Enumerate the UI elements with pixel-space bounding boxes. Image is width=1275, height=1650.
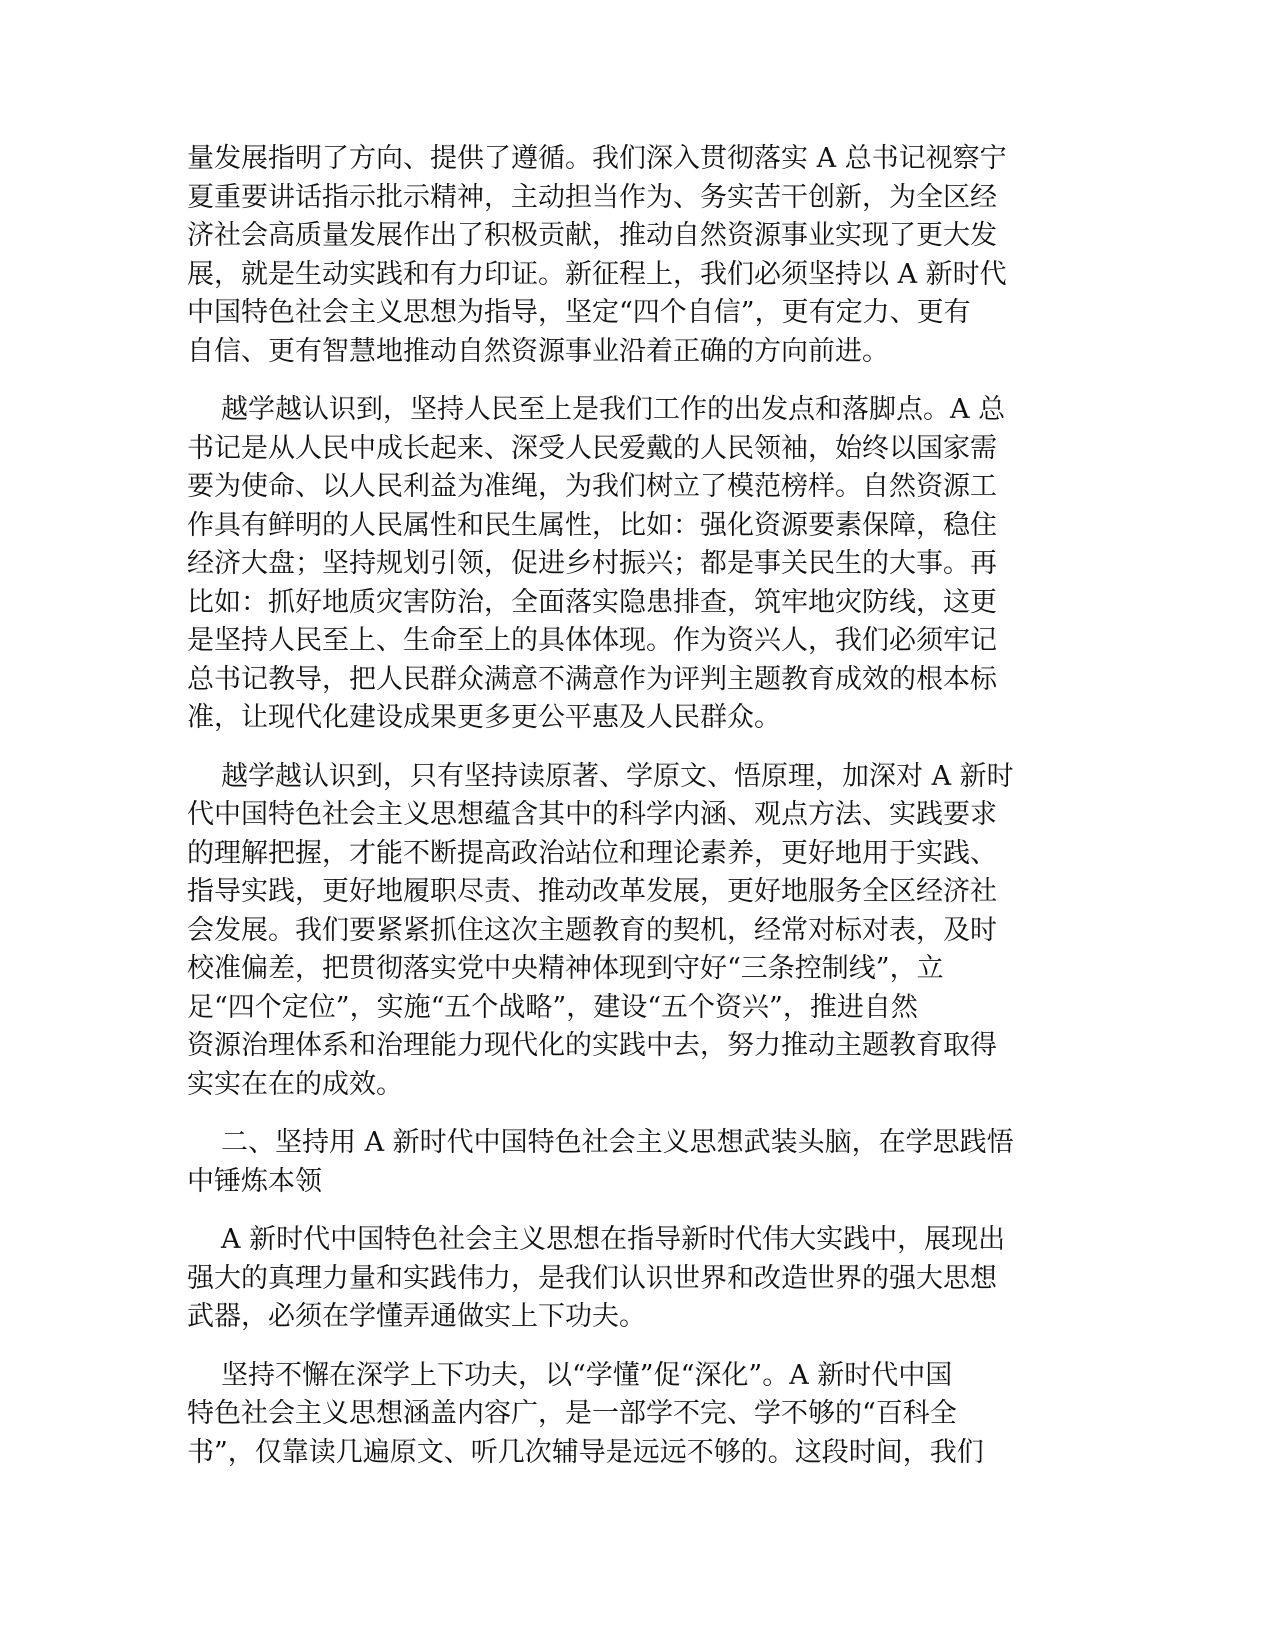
text-line: 坚持不懈在深学上下功夫，以“学懂”促“深化”。A 新时代中国 (221, 1359, 953, 1391)
text-line: 量发展指明了方向、提供了遵循。我们深入贯彻落实 A 总书记视察宁 (187, 143, 1007, 174)
text-line: 越学越认识到，只有坚持读原著、学原文、悟原理，加深对 A 新时 (221, 760, 1014, 792)
text-line: 作具有鲜明的人民属性和民生属性，比如：强化资源要素保障，稳住 (187, 509, 997, 541)
text-line: 夏重要讲话指示批示精神，主动担当作为、务实苦干创新，为全区经 (187, 181, 997, 213)
text-line: 指导实践，更好地履职尽责、推动改革发展，更好地服务全区经济社 (187, 876, 997, 907)
paragraph (187, 140, 1077, 371)
text-line: 经济大盘；坚持规划引领，促进乡村振兴；都是事关民生的大事。再 (187, 548, 997, 579)
text-line: A 新时代中国特色社会主义思想在指导新时代伟大实践中，展现出 (221, 1224, 1006, 1255)
text-line: 济社会高质量发展作出了积极贡献，推动自然资源事业实现了更大发 (187, 220, 997, 251)
paragraph (187, 391, 1077, 738)
text-line: 二、坚持用 A 新时代中国特色社会主义思想武装头脑，在学思践悟 (221, 1127, 1014, 1158)
paragraph (187, 1221, 1077, 1337)
document-body (187, 140, 1077, 1492)
text-line: 书”，仅靠读几遍原文、听几次辅导是远远不够的。这段时间，我们 (187, 1436, 984, 1468)
text-line: 的理解把握，才能不断提高政治站位和理论素养，更好地用于实践、 (187, 837, 997, 869)
text-line: 中国特色社会主义思想为指导，坚定“四个自信”，更有定力、更有 (187, 297, 971, 328)
text-line: 校准偏差，把贯彻落实党中央精神体现到守好“三条控制线”，立 (187, 953, 944, 984)
text-line: 要为使命、以人民利益为准绳，为我们树立了模范榜样。自然资源工 (187, 471, 997, 502)
text-line: 准，让现代化建设成果更多更公平惠及人民群众。 (187, 702, 781, 733)
text-line: 强大的真理力量和实践伟力，是我们认识世界和改造世界的强大思想 (187, 1262, 997, 1294)
text-line: 足“四个定位”，实施“五个战略”，建设“五个资兴”，推进自然 (187, 991, 918, 1023)
text-line: 代中国特色社会主义思想蕴含其中的科学内涵、观点方法、实践要求 (187, 799, 997, 830)
text-line: 自信、更有智慧地推动自然资源事业沿着正确的方向前进。 (187, 335, 889, 367)
text-line: 越学越认识到，坚持人民至上是我们工作的出发点和落脚点。A 总 (221, 394, 1006, 425)
text-line: 展，就是生动实践和有力印证。新征程上，我们必须坚持以 A 新时代 (187, 258, 1007, 290)
text-line: 实实在在的成效。 (187, 1068, 403, 1100)
text-line: 总书记教导，把人民群众满意不满意作为评判主题教育成效的根本标 (187, 663, 997, 695)
text-line: 是坚持人民至上、生命至上的具体体现。作为资兴人，我们必须牢记 (187, 625, 997, 656)
paragraph (187, 1124, 1077, 1201)
text-line: 资源治理体系和治理能力现代化的实践中去，努力推动主题教育取得 (187, 1030, 997, 1061)
paragraph (187, 758, 1077, 1105)
text-line: 会发展。我们要紧紧抓住这次主题教育的契机，经常对标对表，及时 (187, 914, 997, 946)
text-line: 书记是从人民中成长起来、深受人民爱戴的人民领袖，始终以国家需 (187, 432, 997, 464)
paragraph (187, 1357, 1077, 1473)
text-line: 比如：抓好地质灾害防治，全面落实隐患排查，筑牢地灾防线，这更 (187, 586, 997, 618)
text-line: 武器，必须在学懂弄通做实上下功夫。 (187, 1301, 646, 1332)
text-line: 特色社会主义思想涵盖内容广，是一部学不完、学不够的“百科全 (187, 1398, 957, 1429)
text-line: 中锤炼本领 (187, 1165, 322, 1197)
